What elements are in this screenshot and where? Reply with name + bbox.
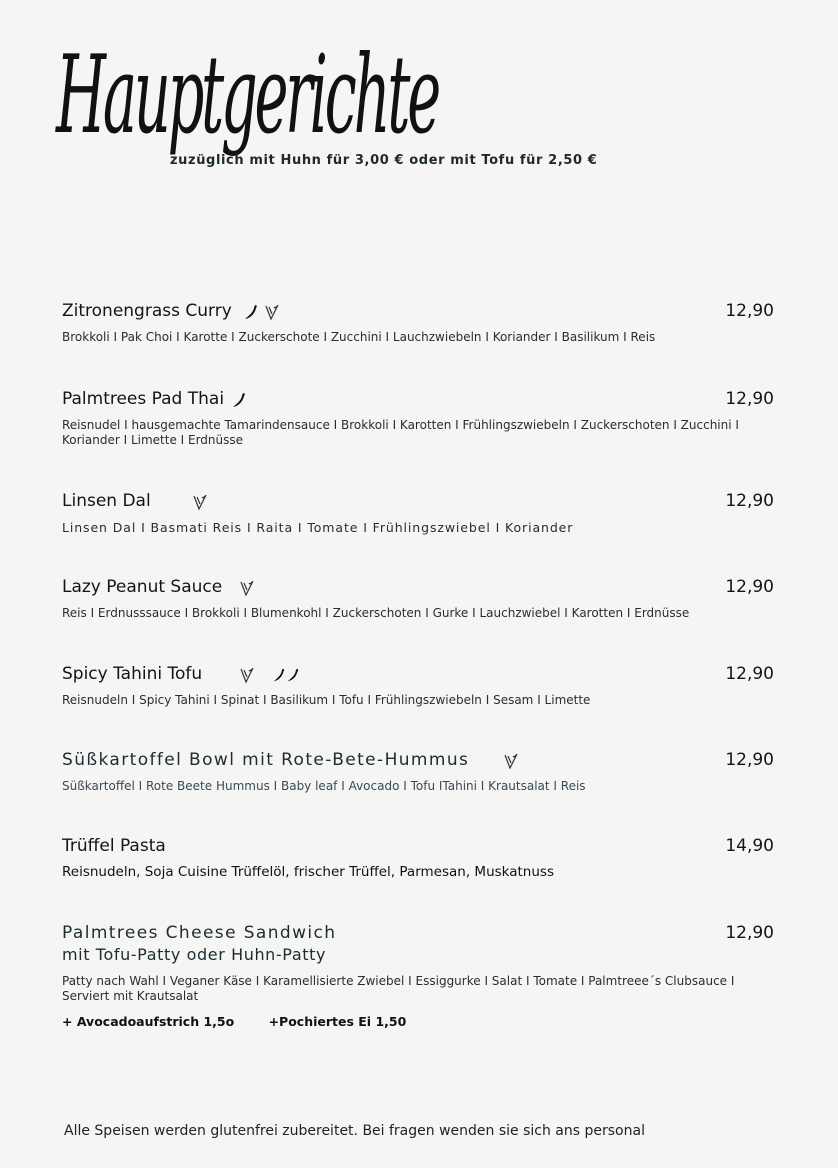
chili-icon	[230, 391, 248, 409]
dish-name: Trüffel Pasta	[62, 836, 166, 856]
subtitle: zuzüglich mit Huhn für 3,00 € oder mit Tofu für 2,50 €	[170, 153, 598, 168]
dish-description: Süßkartoffel I Rote Beete Hummus I Baby leaf I Avocado I Tofu ITahini I Krautsalat I Reis	[62, 779, 586, 793]
chili-icon	[242, 303, 260, 321]
dish-description: Reisnudeln, Soja Cuisine Trüffelöl, frischer Trüffel, Parmesan, Muskatnuss	[62, 864, 554, 880]
dish-price: 14,90	[725, 836, 774, 856]
dish-price: 12,90	[725, 491, 774, 511]
vegan-icon	[239, 666, 255, 684]
dish-icons	[239, 664, 301, 686]
extra-egg: +Pochiertes Ei 1,50	[268, 1014, 407, 1029]
vegan-icon	[239, 579, 255, 597]
menu-item-spicy-tahini-tofu	[62, 664, 774, 708]
page-title	[52, 0, 452, 178]
dish-subname: mit Tofu-Patty oder Huhn-Patty	[62, 945, 327, 964]
dish-name: Süßkartoffel Bowl mit Rote-Bete-Hummus	[62, 750, 470, 770]
dish-price: 12,90	[725, 750, 774, 770]
dish-icons	[230, 389, 248, 411]
menu-item-zitronengrass-curry	[62, 301, 774, 345]
dish-name: Palmtrees Pad Thai	[62, 389, 225, 409]
dish-price: 12,90	[725, 923, 774, 943]
dish-name: Zitronengrass Curry	[62, 301, 232, 321]
chili-icon	[285, 666, 301, 684]
dish-icons	[192, 491, 208, 513]
menu-item-suesskartoffel-bowl	[62, 750, 774, 794]
dish-description: Brokkoli I Pak Choi I Karotte I Zuckerschote I Zucchini I Lauchzwiebeln I Koriander I Basilikum I Reis	[62, 330, 656, 344]
dish-name: Spicy Tahini Tofu	[62, 664, 203, 684]
dish-description: Patty nach Wahl I Veganer Käse I Karamellisierte Zwiebel I Essiggurke I Salat I Tomate I Palmtreee´s Clubsauce I Serviert mit Krautsalat	[62, 974, 735, 1003]
menu-item-trueffel-pasta	[62, 836, 774, 880]
vegan-icon	[192, 493, 208, 511]
dish-description: Reisnudeln I Spicy Tahini I Spinat I Basilikum I Tofu I Frühlingszwiebeln I Sesam I Limette	[62, 693, 591, 707]
dish-description: Linsen Dal I Basmati Reis I Raita I Tomate I Frühlingszwiebel I Koriander	[62, 520, 574, 535]
vegan-icon	[503, 752, 519, 770]
dish-icons	[242, 301, 280, 323]
footer-note: Alle Speisen werden glutenfrei zubereitet. Bei fragen wenden sie sich ans personal	[64, 1123, 645, 1139]
dish-description: Reisnudel I hausgemachte Tamarindensauce I Brokkoli I Karotten I Frühlingszwiebeln I Zuckerschoten I Zucchini I Koriander I Limette I Erdnüsse	[62, 418, 739, 447]
dish-description: Reis I Erdnusssauce I Brokkoli I Blumenkohl I Zuckerschoten I Gurke I Lauchzwiebel I Karotten I Erdnüsse	[62, 606, 690, 620]
menu-item-cheese-sandwich	[62, 923, 774, 1029]
dish-extras	[62, 1014, 774, 1029]
menu-item-linsen-dal	[62, 491, 774, 535]
dish-name: Palmtrees Cheese Sandwich	[62, 923, 337, 943]
dish-name: Lazy Peanut Sauce	[62, 577, 223, 597]
dish-price: 12,90	[725, 389, 774, 409]
extra-avocado: + Avocadoaufstrich 1,5o	[62, 1014, 235, 1029]
vegan-icon	[264, 303, 280, 321]
dish-icons	[503, 750, 519, 772]
title-text: Hauptgerichte	[54, 33, 440, 158]
dish-price: 12,90	[725, 664, 774, 684]
menu-item-lazy-peanut-sauce	[62, 577, 774, 621]
dish-price: 12,90	[725, 301, 774, 321]
dish-price: 12,90	[725, 577, 774, 597]
dish-name: Linsen Dal	[62, 491, 151, 511]
menu-item-pad-thai	[62, 389, 774, 448]
dish-icons	[239, 577, 255, 599]
